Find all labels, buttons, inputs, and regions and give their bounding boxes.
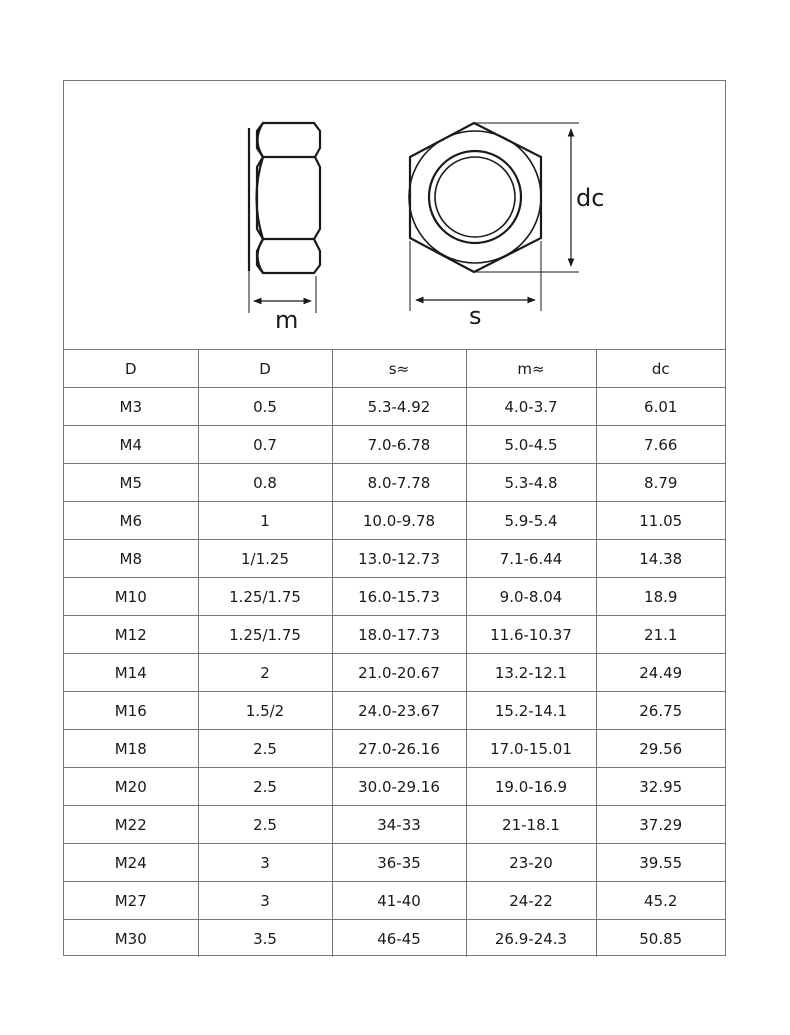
cell-height: 7.1-6.44 [466,540,596,578]
cell-pitch: 2 [198,654,332,692]
cell-dc: 14.38 [596,540,725,578]
cell-pitch: 0.5 [198,388,332,426]
cell-height: 19.0-16.9 [466,768,596,806]
cell-pitch: 1.25/1.75 [198,578,332,616]
table-row [64,616,725,654]
cell-dc: 32.95 [596,768,725,806]
cell-height: 5.0-4.5 [466,426,596,464]
table-row [64,464,725,502]
header-pitch: D [198,350,332,388]
cell-pitch: 1 [198,502,332,540]
table-row [64,920,725,958]
table-row [64,540,725,578]
header-thread-size: D [64,350,198,388]
table-row [64,654,725,692]
cell-pitch: 3 [198,882,332,920]
dimensions-table [64,350,725,957]
table-row [64,882,725,920]
cell-pitch: 2.5 [198,730,332,768]
cell-dc: 39.55 [596,844,725,882]
cell-dc: 7.66 [596,426,725,464]
header-dc: dc [596,350,725,388]
cell-dc: 18.9 [596,578,725,616]
cell-thread-size: M27 [64,882,198,920]
cell-height: 11.6-10.37 [466,616,596,654]
table-row [64,388,725,426]
cell-thread-size: M10 [64,578,198,616]
cell-dc: 21.1 [596,616,725,654]
cell-dc: 6.01 [596,388,725,426]
dimension-dc-label: dc [576,184,605,212]
cell-width-across-flats: 34-33 [332,806,466,844]
cell-width-across-flats: 46-45 [332,920,466,958]
table-row [64,806,725,844]
cell-thread-size: M30 [64,920,198,958]
spec-sheet [63,80,726,956]
cell-height: 4.0-3.7 [466,388,596,426]
dimension-m-label: m [275,306,299,334]
cell-width-across-flats: 16.0-15.73 [332,578,466,616]
table-row [64,768,725,806]
cell-width-across-flats: 7.0-6.78 [332,426,466,464]
dimension-s-label: s [469,302,482,330]
cell-height: 24-22 [466,882,596,920]
cell-dc: 50.85 [596,920,725,958]
cell-thread-size: M6 [64,502,198,540]
cell-width-across-flats: 21.0-20.67 [332,654,466,692]
cell-pitch: 1.5/2 [198,692,332,730]
cell-thread-size: M16 [64,692,198,730]
cell-dc: 24.49 [596,654,725,692]
nut-drawings [64,81,725,349]
cell-thread-size: M20 [64,768,198,806]
cell-pitch: 2.5 [198,806,332,844]
cell-height: 21-18.1 [466,806,596,844]
table-header-row [64,350,725,388]
cell-height: 15.2-14.1 [466,692,596,730]
cell-thread-size: M4 [64,426,198,464]
cell-height: 23-20 [466,844,596,882]
cell-height: 9.0-8.04 [466,578,596,616]
table-row [64,502,725,540]
cell-pitch: 2.5 [198,768,332,806]
cell-thread-size: M18 [64,730,198,768]
cell-pitch: 3.5 [198,920,332,958]
cell-width-across-flats: 24.0-23.67 [332,692,466,730]
cell-pitch: 0.7 [198,426,332,464]
nut-side-view [249,123,320,313]
table-row [64,730,725,768]
cell-width-across-flats: 41-40 [332,882,466,920]
cell-width-across-flats: 5.3-4.92 [332,388,466,426]
table-row [64,844,725,882]
cell-thread-size: M5 [64,464,198,502]
cell-pitch: 0.8 [198,464,332,502]
nut-drawing-panel [64,81,725,350]
cell-thread-size: M8 [64,540,198,578]
cell-dc: 26.75 [596,692,725,730]
cell-pitch: 3 [198,844,332,882]
cell-dc: 45.2 [596,882,725,920]
table-body [64,388,725,958]
cell-width-across-flats: 8.0-7.78 [332,464,466,502]
cell-width-across-flats: 13.0-12.73 [332,540,466,578]
cell-pitch: 1/1.25 [198,540,332,578]
cell-pitch: 1.25/1.75 [198,616,332,654]
cell-width-across-flats: 36-35 [332,844,466,882]
cell-height: 17.0-15.01 [466,730,596,768]
cell-dc: 8.79 [596,464,725,502]
cell-height: 26.9-24.3 [466,920,596,958]
table-row [64,578,725,616]
cell-width-across-flats: 27.0-26.16 [332,730,466,768]
cell-height: 5.9-5.4 [466,502,596,540]
cell-dc: 29.56 [596,730,725,768]
cell-width-across-flats: 30.0-29.16 [332,768,466,806]
header-height: m≈ [466,350,596,388]
nut-front-view [409,123,579,311]
cell-width-across-flats: 18.0-17.73 [332,616,466,654]
header-width-across-flats: s≈ [332,350,466,388]
cell-height: 5.3-4.8 [466,464,596,502]
table-row [64,692,725,730]
cell-dc: 37.29 [596,806,725,844]
cell-dc: 11.05 [596,502,725,540]
table-row [64,426,725,464]
cell-thread-size: M24 [64,844,198,882]
cell-thread-size: M3 [64,388,198,426]
cell-width-across-flats: 10.0-9.78 [332,502,466,540]
cell-thread-size: M12 [64,616,198,654]
cell-height: 13.2-12.1 [466,654,596,692]
cell-thread-size: M14 [64,654,198,692]
cell-thread-size: M22 [64,806,198,844]
